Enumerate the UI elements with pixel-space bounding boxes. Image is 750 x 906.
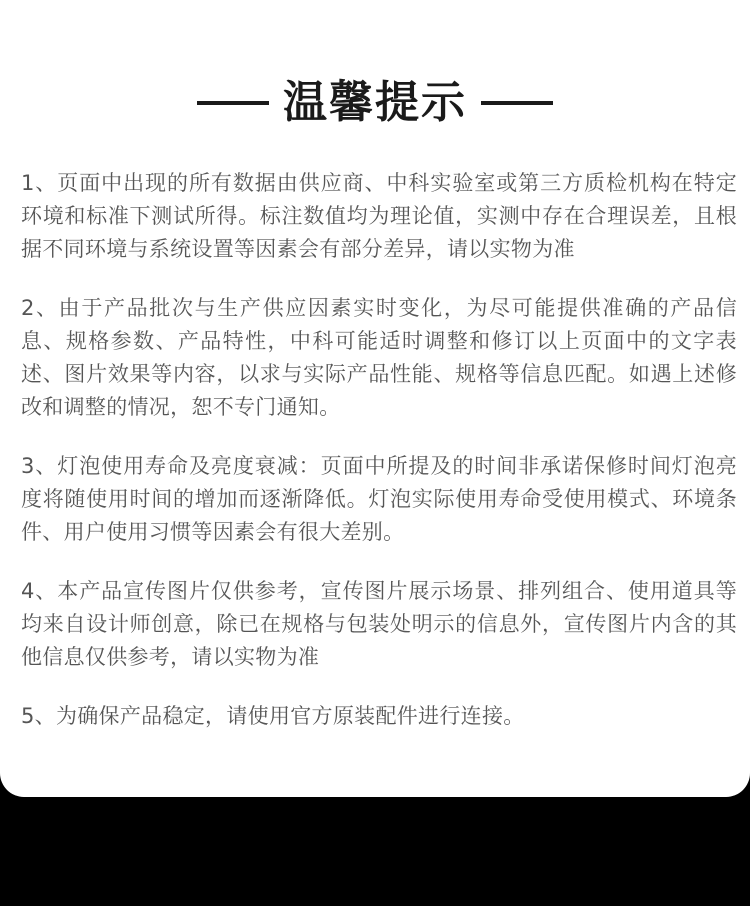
notice-item-3: 3、灯泡使用寿命及亮度衰减：页面中所提及的时间非承诺保修时间灯泡亮度将随使用时间的增加而逐渐降低。灯泡实际使用寿命受使用模式、环境条件、用户使用习惯等因素会有很大差别。: [21, 454, 737, 544]
title-row: [0, 74, 750, 132]
notice-item-2: 2、由于产品批次与生产供应因素实时变化，为尽可能提供准确的产品信息、规格参数、产品特性，中科可能适时调整和修订以上页面中的文字表述、图片效果等内容，以求与实际产品性能、规格等信息匹配。如遇上述修改和调整的情况，恕不专门通知。: [21, 296, 737, 419]
notice-item-4: 4、本产品宣传图片仅供参考，宣传图片展示场景、排列组合、使用道具等均来自设计师创意，除已在规格与包装处明示的信息外，宣传图片内含的其他信息仅供参考，请以实物为准: [21, 579, 737, 669]
notice-list: [21, 167, 737, 759]
title-left-rule: [197, 101, 269, 105]
notice-item-1: 1、页面中出现的所有数据由供应商、中科实验室或第三方质检机构在特定环境和标准下测试所得。标注数值均为理论值，实测中存在合理误差，且根据不同环境与系统设置等因素会有部分差异，请以实物为准: [21, 171, 737, 261]
notice-item-5: 5、为确保产品稳定，请使用官方原装配件进行连接。: [21, 704, 525, 728]
title-right-rule: [481, 101, 553, 105]
page-title: 温馨提示: [283, 77, 467, 128]
